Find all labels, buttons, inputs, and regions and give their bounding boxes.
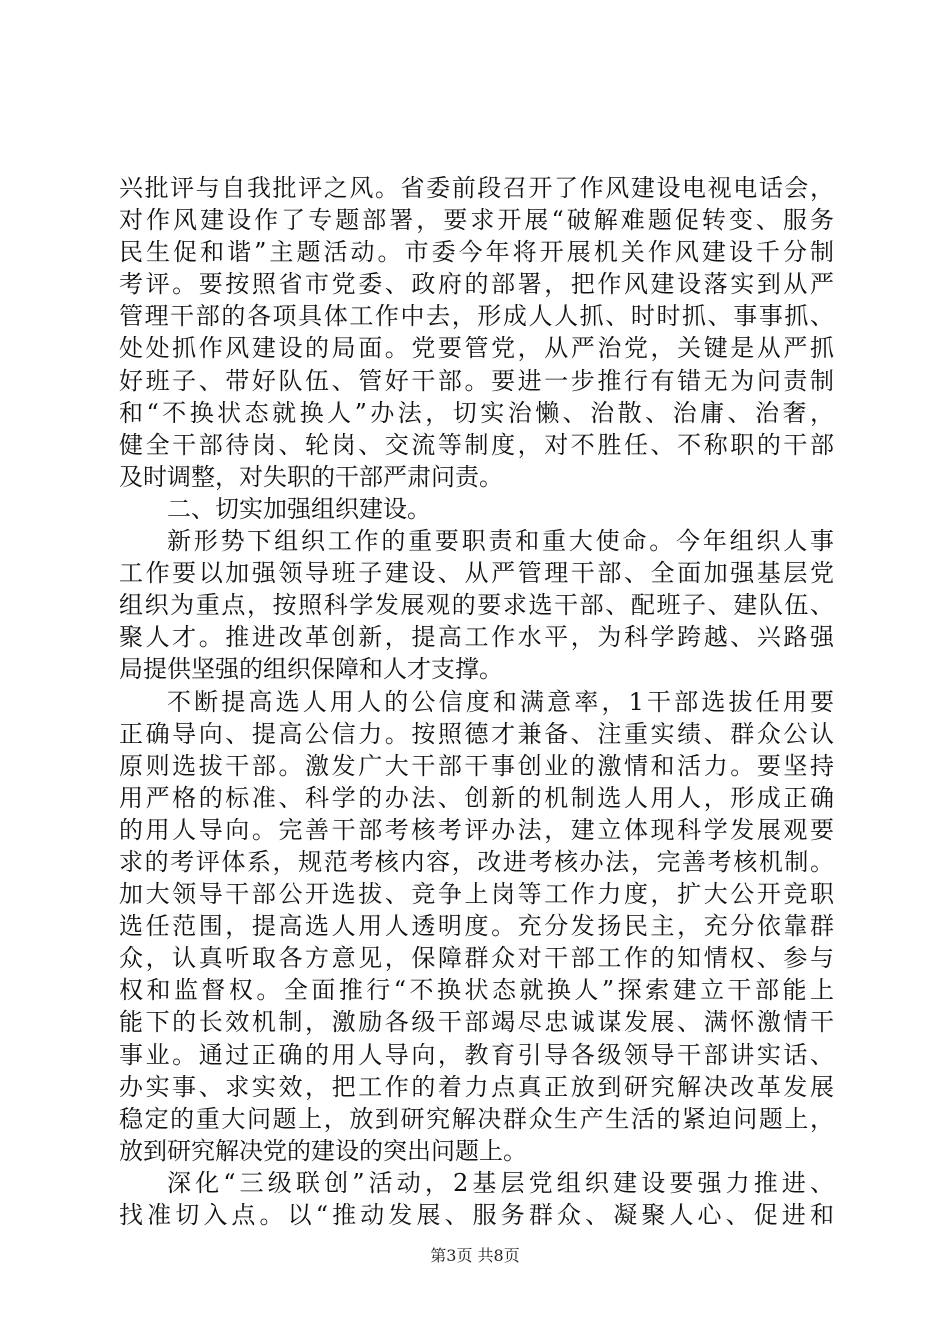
text-line: 能下的长效机制，激励各级干部竭尽忠诚谋发展、满怀激情干 <box>119 1008 834 1037</box>
text-line: 聚人才。推进改革创新，提高工作水平，为科学跨越、兴路强 <box>119 623 834 652</box>
text-line: 局提供坚强的组织保障和人才支撑。 <box>119 655 503 684</box>
text-line: 找准切入点。以“推动发展、服务群众、凝聚人心、促进和 <box>119 1201 834 1229</box>
text-line: 考评。要按照省市党委、政府的部署，把作风建设落实到从严 <box>119 270 834 299</box>
text-line: 的用人导向。完善干部考核考评办法，建立体现科学发展观要 <box>119 815 834 844</box>
text-line: 正确导向、提高公信力。按照德才兼备、注重实绩、群众公认 <box>119 719 834 748</box>
text-line: 众，认真听取各方意见，保障群众对干部工作的知情权、参与 <box>119 944 834 973</box>
text-line: 求的考评体系，规范考核内容，改进考核办法，完善考核机制。 <box>119 847 834 876</box>
text-line: 兴批评与自我批评之风。省委前段召开了作风建设电视电话会， <box>119 174 834 202</box>
text-line: 稳定的重大问题上，放到研究解决群众生产生活的紧迫问题上， <box>119 1104 834 1133</box>
text-line: 新形势下组织工作的重要职责和重大使命。今年组织人事 <box>167 527 834 556</box>
text-line: 加大领导干部公开选拔、竞争上岗等工作力度，扩大公开竞职 <box>119 880 834 909</box>
text-line: 权和监督权。全面推行“不换状态就换人”探索建立干部能上 <box>119 976 834 1005</box>
text-line: 办实事、求实效，把工作的着力点真正放到研究解决改革发展 <box>119 1072 834 1101</box>
text-line: 管理干部的各项具体工作中去，形成人人抓、时时抓、事事抓、 <box>119 302 834 331</box>
text-line: 不断提高选人用人的公信度和满意率，1干部选拔任用要 <box>167 687 834 716</box>
section-heading: 二、切实加强组织建设。 <box>167 494 431 523</box>
text-line: 事业。通过正确的用人导向，教育引导各级领导干部讲实话、 <box>119 1040 834 1069</box>
text-line: 健全干部待岗、轮岗、交流等制度，对不胜任、不称职的干部 <box>119 430 834 459</box>
body-text <box>119 172 834 1231</box>
text-line: 处处抓作风建设的局面。党要管党，从严治党，关键是从严抓 <box>119 334 834 363</box>
text-line: 放到研究解决党的建设的突出问题上。 <box>119 1136 527 1165</box>
text-line: 和“不换状态就换人”办法，切实治懒、治散、治庸、治奢， <box>119 398 834 427</box>
text-line: 深化“三级联创”活动，2基层党组织建设要强力推进、 <box>167 1168 834 1197</box>
text-line: 工作要以加强领导班子建设、从严管理干部、全面加强基层党 <box>119 559 834 588</box>
text-line: 好班子、带好队伍、管好干部。要进一步推行有错无为问责制 <box>119 366 834 395</box>
text-line: 组织为重点，按照科学发展观的要求选干部、配班子、建队伍、 <box>119 591 834 620</box>
text-line: 对作风建设作了专题部署，要求开展“破解难题促转变、服务 <box>119 206 834 235</box>
page-number-footer: 第3页 共8页 <box>430 1246 520 1265</box>
text-line: 民生促和谐”主题活动。市委今年将开展机关作风建设千分制 <box>119 238 834 267</box>
text-line: 用严格的标准、科学的办法、创新的机制选人用人，形成正确 <box>119 783 834 812</box>
text-line: 原则选拔干部。激发广大干部干事创业的激情和活力。要坚持 <box>119 751 834 780</box>
text-line: 及时调整，对失职的干部严肃问责。 <box>119 462 503 491</box>
text-line: 选任范围，提高选人用人透明度。充分发扬民主，充分依靠群 <box>119 912 834 941</box>
